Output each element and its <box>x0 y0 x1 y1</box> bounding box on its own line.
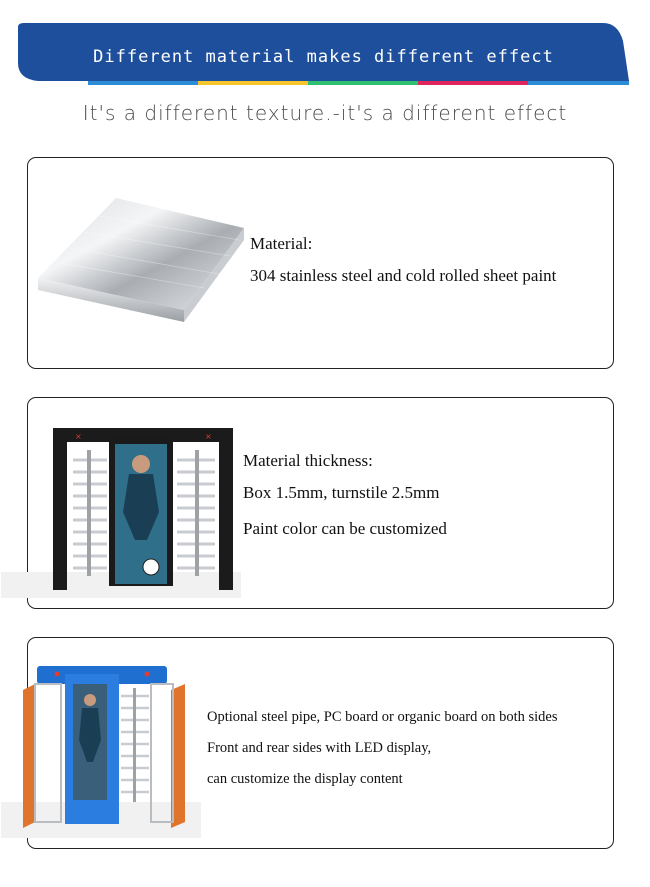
material-label: Material: <box>250 234 313 253</box>
thickness-value: Box 1.5mm, turnstile 2.5mm <box>243 483 440 502</box>
steel-plate-image <box>34 198 246 328</box>
black-turnstile-image <box>1 422 241 598</box>
led-display-text: Front and rear sides with LED display, <box>207 740 432 756</box>
blue-orange-turnstile-image <box>1 662 201 838</box>
panel-options-text: Optional steel pipe, PC board or organic board on both sides <box>207 709 558 725</box>
customize-display-text: can customize the display content <box>207 771 403 787</box>
thickness-card <box>27 397 614 609</box>
svg-text:×: × <box>75 432 82 441</box>
thickness-label: Material thickness: <box>243 451 373 470</box>
svg-text:×: × <box>205 432 212 441</box>
options-card <box>27 637 614 849</box>
material-card <box>27 157 614 369</box>
header-banner <box>18 23 629 85</box>
paint-color-note: Paint color can be customized <box>243 519 447 538</box>
material-value: 304 stainless steel and cold rolled sheet paint <box>250 266 557 285</box>
banner-title: Different material makes different effect <box>93 47 554 67</box>
page-subtitle: It's a different texture.-it's a different effect <box>82 101 568 125</box>
